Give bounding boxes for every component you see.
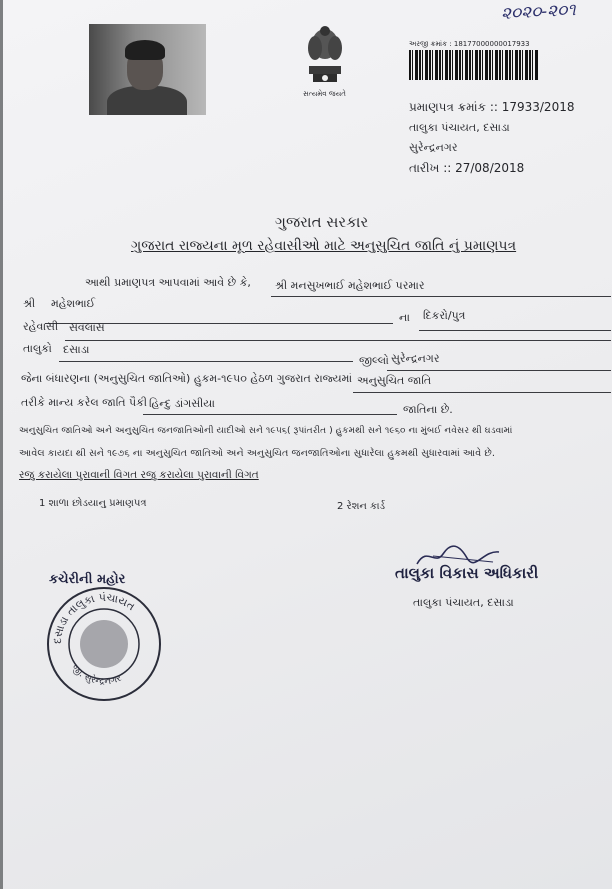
caste-suffix: જાતિના છે. — [403, 403, 453, 416]
officer-office: તાલુકા પંચાયત, દસાડા — [413, 596, 514, 609]
evidence-item-2: 2 રેશન કાર્ડ — [337, 501, 386, 512]
relation-prefix: ના — [399, 311, 410, 324]
caste-value: હિન્દુ ડાંગસીયા — [149, 397, 215, 410]
barcode — [409, 50, 539, 80]
applicant-photo — [89, 24, 206, 115]
certificate-number: પ્રમાણપત્ર ક્રમાંક :: 17933/2018 — [409, 100, 575, 114]
taluka-label: તાલુકો — [23, 342, 52, 355]
emblem-motto: સત્યમેવ જયતે — [303, 90, 346, 98]
corner-handwritten-note: ૨૦૨૦-૨૦૧ — [500, 0, 577, 24]
residence-value: સવલાસ — [69, 321, 105, 334]
recognized-label: તરીકે માન્ય કરેલ જાતિ પૈકી — [21, 396, 148, 409]
district-label: જીલ્લો — [359, 354, 389, 367]
state-emblem-icon — [295, 22, 355, 100]
taluka-value: દસાડા — [63, 343, 90, 356]
applicant-name: શ્રી મનસુખભાઈ મહેશભાઈ પરમાર — [275, 279, 425, 292]
office-line-2: સુરેન્દ્રનગર — [409, 141, 458, 154]
relation: દિકરો/પુત્ર — [423, 309, 466, 322]
certificate-title: ગુજરાત રાજ્યના મૂળ રહેવાસીઓ માટે અનુસુચિત જાતિ નું પ્રમાણપત્ર — [131, 238, 517, 254]
intro-text: આથી પ્રમાણપત્ર આપવામાં આવે છે કે, — [85, 276, 251, 289]
district-value: સુરેન્દ્રનગર — [391, 352, 440, 365]
evidence-item-1: 1 શાળા છોડયાનુ પ્રમાણપત્ર — [39, 498, 147, 509]
constitution-text: જેના બંધારણના (અનુસુચિત જાતિઓ) હુકમ-૧૯૫૦ હેઠળ ગુજરાત રાજ્યમાં — [21, 372, 353, 385]
office-line-1: તાલુકા પંચાયત, દસાડા — [409, 121, 510, 134]
application-number-label: અરજી ક્રમાંક : 18177000000017933 — [409, 40, 530, 48]
paragraph-line-1: અનુસુચિત જાતિઓ અને અનુસુચિત જનજાતિઓની યાદીઓ સને ૧૯૫૬( રૂપાંતરીત ) હુકમથી સને ૧૯૬૦ ના મુંબઈ નવેસર થી ઘડવામાં — [19, 425, 513, 436]
evidence-heading: રજુ કરાયેલા પુરાવાની વિગત રજુ કરાયેલા પુરાવાની વિગત — [19, 469, 259, 481]
seal-text-bottom: જી. સુરેન્દ્રનગર — [69, 663, 124, 688]
father-prefix: શ્રી — [23, 297, 36, 310]
residence-label: રહેવાસી — [23, 320, 59, 333]
government-title: ગુજરાત સરકાર — [275, 213, 369, 231]
officer-title: તાલુકા વિકાસ અધિકારી — [395, 564, 539, 582]
certificate-date: તારીખ :: 27/08/2018 — [409, 161, 525, 175]
father-name: મહેશભાઈ — [51, 297, 96, 310]
seal-text-top: દસાડા તાલુકા પંચાયત — [50, 590, 138, 645]
paragraph-line-2: આવેલ કાયદા થી સને ૧૯૭૬ ના અનુસુચિત જાતિઓ અને અનુસુચિત જનજાતિઓના સુધારેલા હુકમથી સુધારવામાં આવે છે. — [19, 448, 495, 459]
category-value: અનુસુચિત જાતિ — [357, 374, 432, 387]
office-seal-stamp — [43, 583, 165, 705]
office-seal-label: કચેરીની મહોર — [49, 572, 126, 587]
certificate-page — [3, 0, 612, 889]
